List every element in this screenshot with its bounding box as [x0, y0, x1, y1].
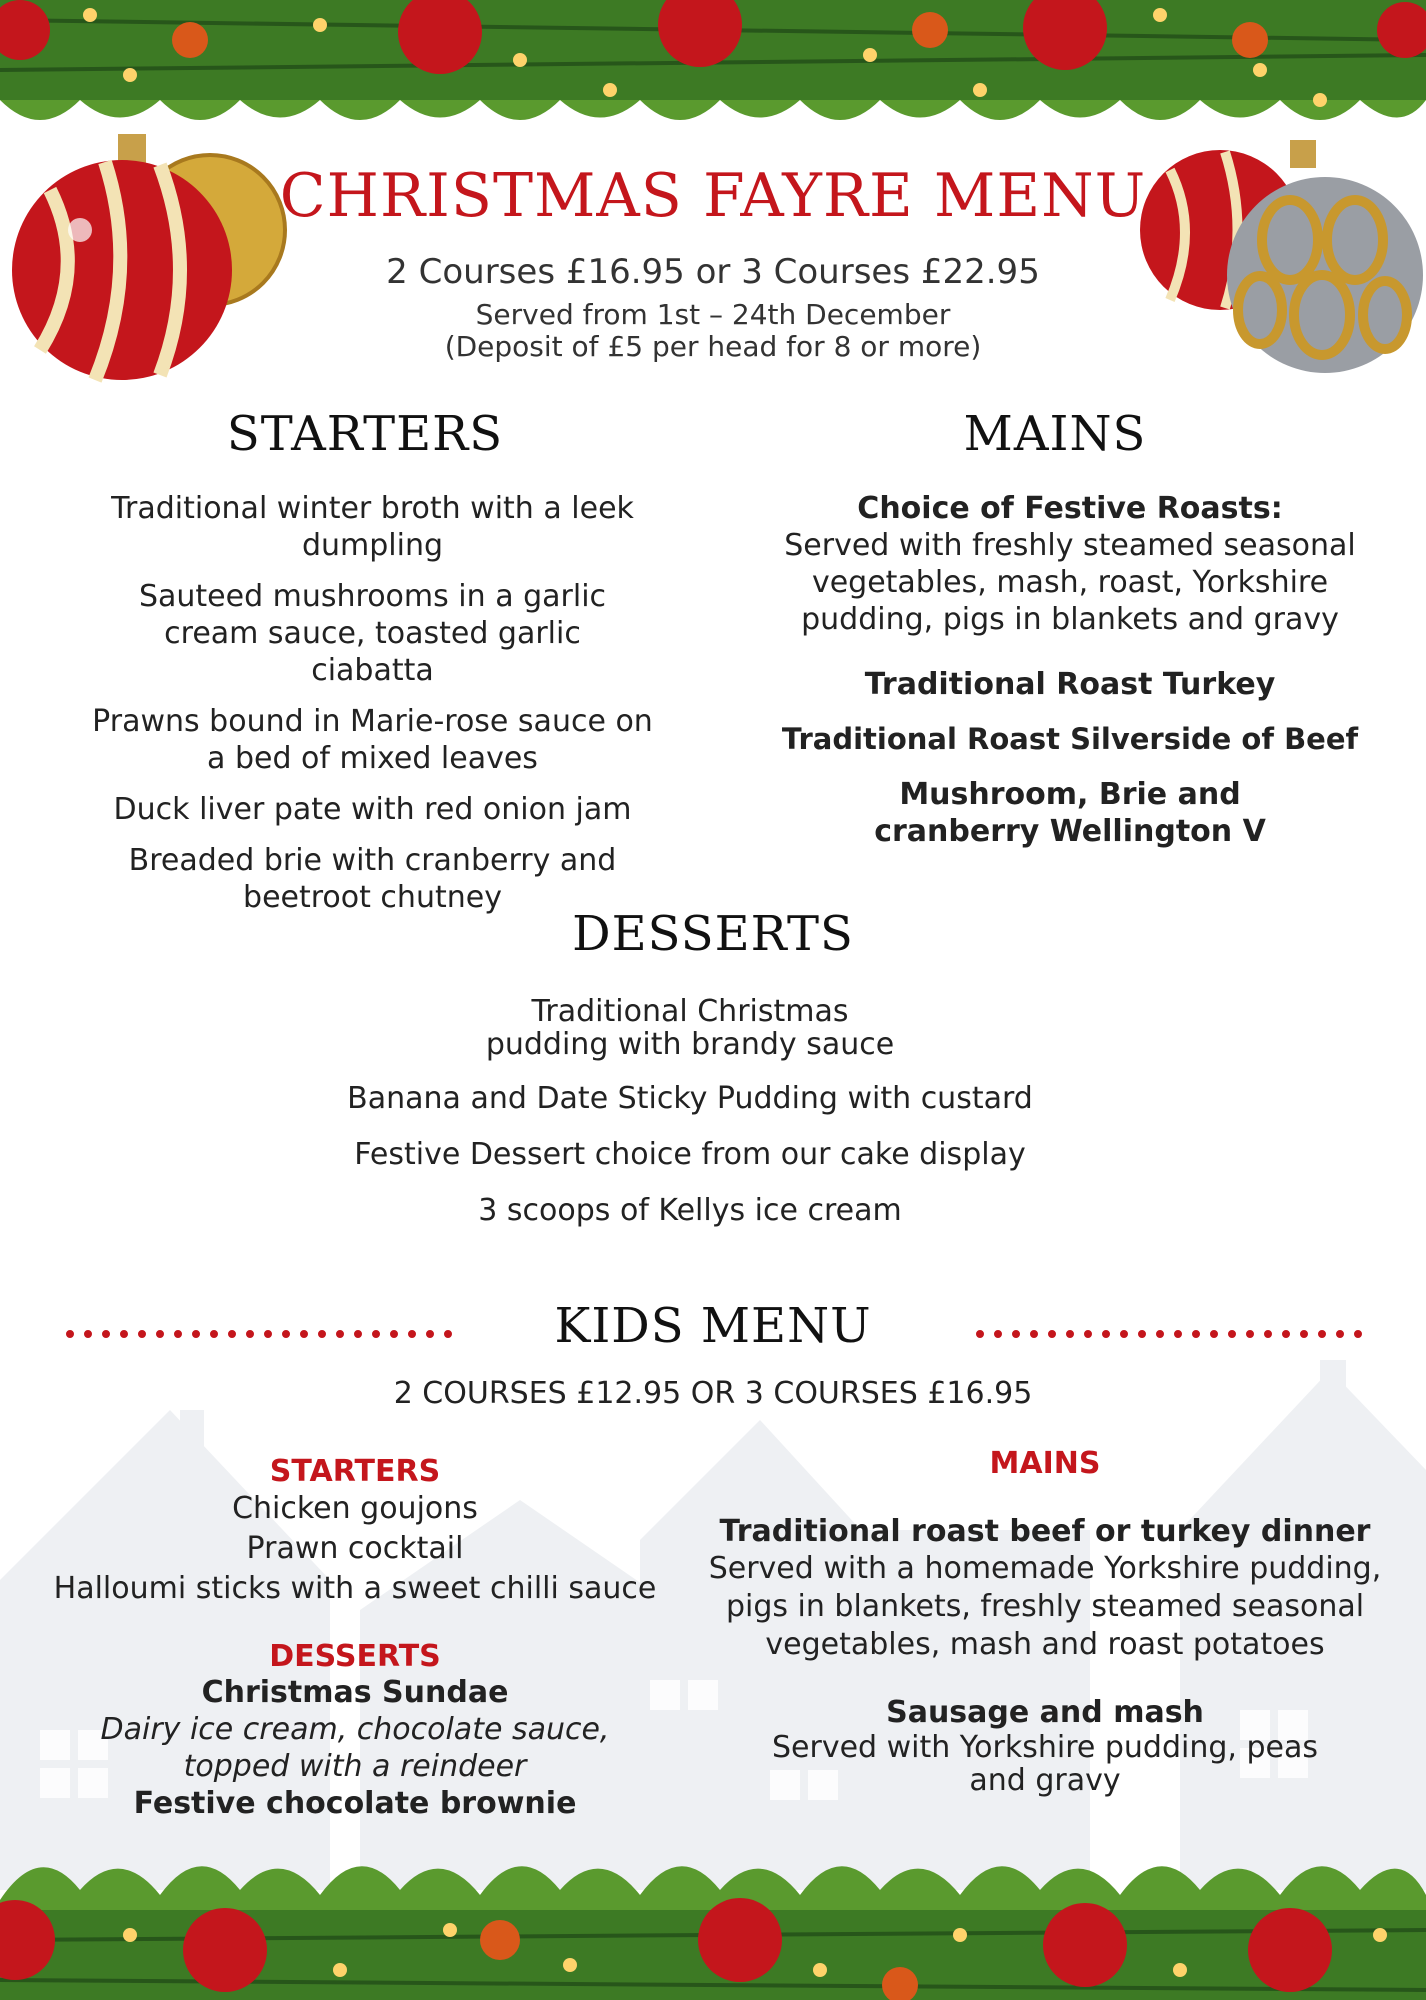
- served-dates: Served from 1st – 24th December: [475, 298, 951, 331]
- kids-main-title: Sausage and mash: [886, 1695, 1204, 1730]
- kids-dessert-description: Dairy ice cream, chocolate sauce, topped with a reindeer: [100, 1712, 610, 1784]
- dessert-item: Festive Dessert choice from our cake display: [354, 1137, 1026, 1172]
- kids-price-line: 2 COURSES £12.95 OR 3 COURSES £16.95: [393, 1376, 1033, 1411]
- bottom-garland-decoration: [0, 1840, 1426, 2000]
- menu-title: CHRISTMAS FAYRE MENU: [279, 161, 1147, 231]
- mains-intro-title: Choice of Festive Roasts:: [857, 491, 1283, 526]
- starters-heading: STARTERS: [226, 406, 504, 462]
- kids-dessert-title: Christmas Sundae: [201, 1675, 509, 1710]
- deposit-note: (Deposit of £5 per head for 8 or more): [444, 330, 982, 363]
- top-garland-decoration: [0, 0, 1426, 140]
- starters-list: [40, 490, 705, 930]
- desserts-list: [290, 995, 1090, 1248]
- kids-left-column: [40, 1454, 670, 1822]
- kids-desserts-label: DESSERTS: [269, 1639, 441, 1674]
- starter-item: Traditional winter broth with a leek dumpling: [111, 491, 634, 563]
- mains-heading: MAINS: [963, 406, 1147, 462]
- desserts-heading: DESSERTS: [572, 906, 854, 962]
- mains-list: [760, 490, 1380, 850]
- dessert-item: Banana and Date Sticky Pudding with custard: [347, 1081, 1033, 1116]
- main-item: Traditional Roast Turkey: [864, 667, 1276, 702]
- kids-starter-item: Prawn cocktail: [246, 1531, 464, 1566]
- starter-item: Breaded brie with cranberry and beetroot chutney: [128, 843, 617, 915]
- price-line: 2 Courses £16.95 or 3 Courses £22.95: [386, 252, 1040, 292]
- main-item: Traditional Roast Silverside of Beef: [781, 722, 1359, 756]
- dessert-item: 3 scoops of Kellys ice cream: [478, 1193, 902, 1228]
- starter-item: Prawns bound in Marie-rose sauce on a bed of mixed leaves: [92, 704, 653, 776]
- kids-mains-label: MAINS: [989, 1446, 1101, 1481]
- kids-menu-heading: KIDS MENU: [554, 1298, 872, 1354]
- kids-main-description: Served with Yorkshire pudding, peas and gravy: [772, 1730, 1318, 1798]
- starter-item: Duck liver pate with red onion jam: [113, 792, 632, 827]
- starter-item: Sauteed mushrooms in a garlic cream sauce, toasted garlic ciabatta: [138, 579, 607, 688]
- kids-starter-item: Chicken goujons: [232, 1491, 478, 1526]
- kids-dessert-title: Festive chocolate brownie: [133, 1786, 577, 1821]
- mains-intro-text: Served with freshly steamed seasonal vegetables, mash, roast, Yorkshire pudding, pigs in blankets and gravy: [784, 528, 1356, 637]
- main-item: Mushroom, Brie and cranberry Wellington V: [874, 777, 1266, 849]
- kids-main-title: Traditional roast beef or turkey dinner: [719, 1514, 1371, 1549]
- kids-main-description: Served with a homemade Yorkshire pudding, pigs in blankets, freshly steamed seasonal vegetables, mash and roast potatoes: [708, 1551, 1382, 1662]
- kids-starters-label: STARTERS: [269, 1454, 441, 1489]
- dessert-item: Traditional Christmas pudding with brandy sauce: [485, 994, 895, 1062]
- kids-right-column: [695, 1446, 1395, 1797]
- kids-starter-item: Halloumi sticks with a sweet chilli sauce: [53, 1571, 657, 1606]
